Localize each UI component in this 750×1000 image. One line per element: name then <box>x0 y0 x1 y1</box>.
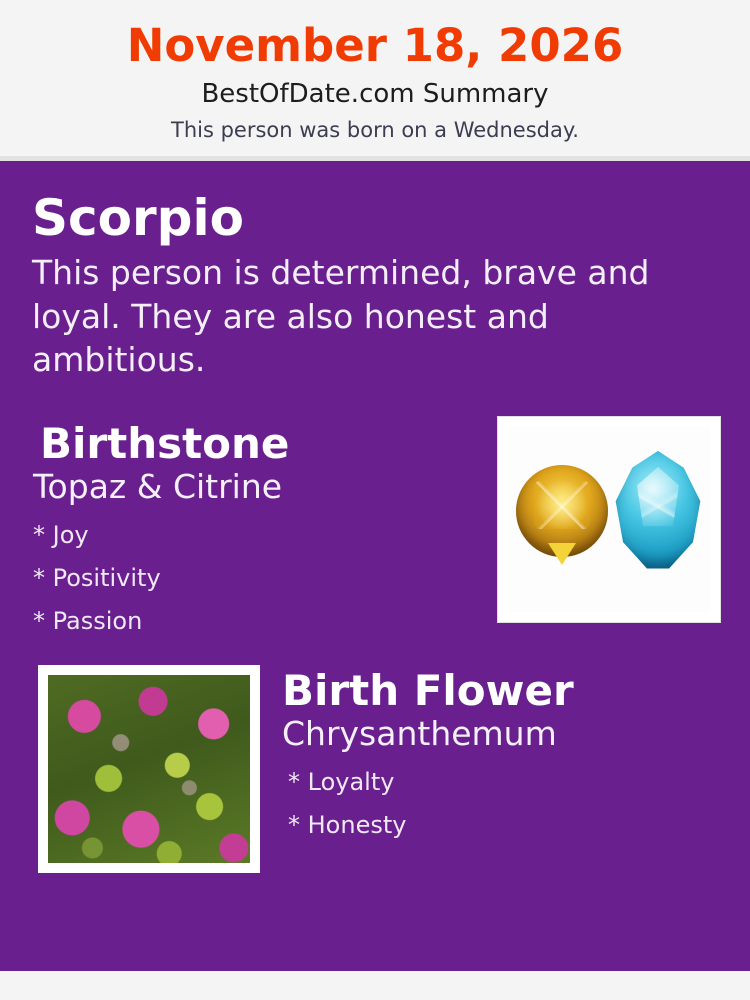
topaz-gem-icon <box>612 451 704 571</box>
citrine-gem-tip-icon <box>548 543 576 565</box>
birthstone-trait: * Joy <box>33 520 89 549</box>
page-title: November 18, 2026 <box>126 19 624 72</box>
birthstone-image <box>508 427 710 612</box>
birthflower-trait: * Honesty <box>288 810 407 839</box>
birthstone-image-frame <box>498 417 720 622</box>
born-day-text: This person was born on a Wednesday. <box>171 118 579 143</box>
zodiac-description: This person is determined, brave and loyal. They are also honest and ambitious. <box>32 253 650 380</box>
birthstone-title: Birthstone <box>40 418 290 468</box>
site-subtitle: BestOfDate.com Summary <box>201 79 549 110</box>
zodiac-sign-title: Scorpio <box>32 189 244 248</box>
birthflower-image <box>48 675 250 863</box>
main-panel <box>0 161 750 971</box>
birthstone-name: Topaz & Citrine <box>33 466 283 506</box>
birthflower-title: Birth Flower <box>282 665 574 715</box>
card-header <box>0 0 750 156</box>
birthflower-trait: * Loyalty <box>288 767 395 796</box>
birthstone-trait: * Passion <box>33 606 143 635</box>
birthflower-section <box>30 665 720 885</box>
birthflower-image-frame <box>38 665 260 873</box>
birthstone-trait: * Positivity <box>33 563 161 592</box>
birthflower-name: Chrysanthemum <box>282 714 557 754</box>
birthstone-section <box>30 418 720 635</box>
birthflower-text <box>282 665 720 839</box>
